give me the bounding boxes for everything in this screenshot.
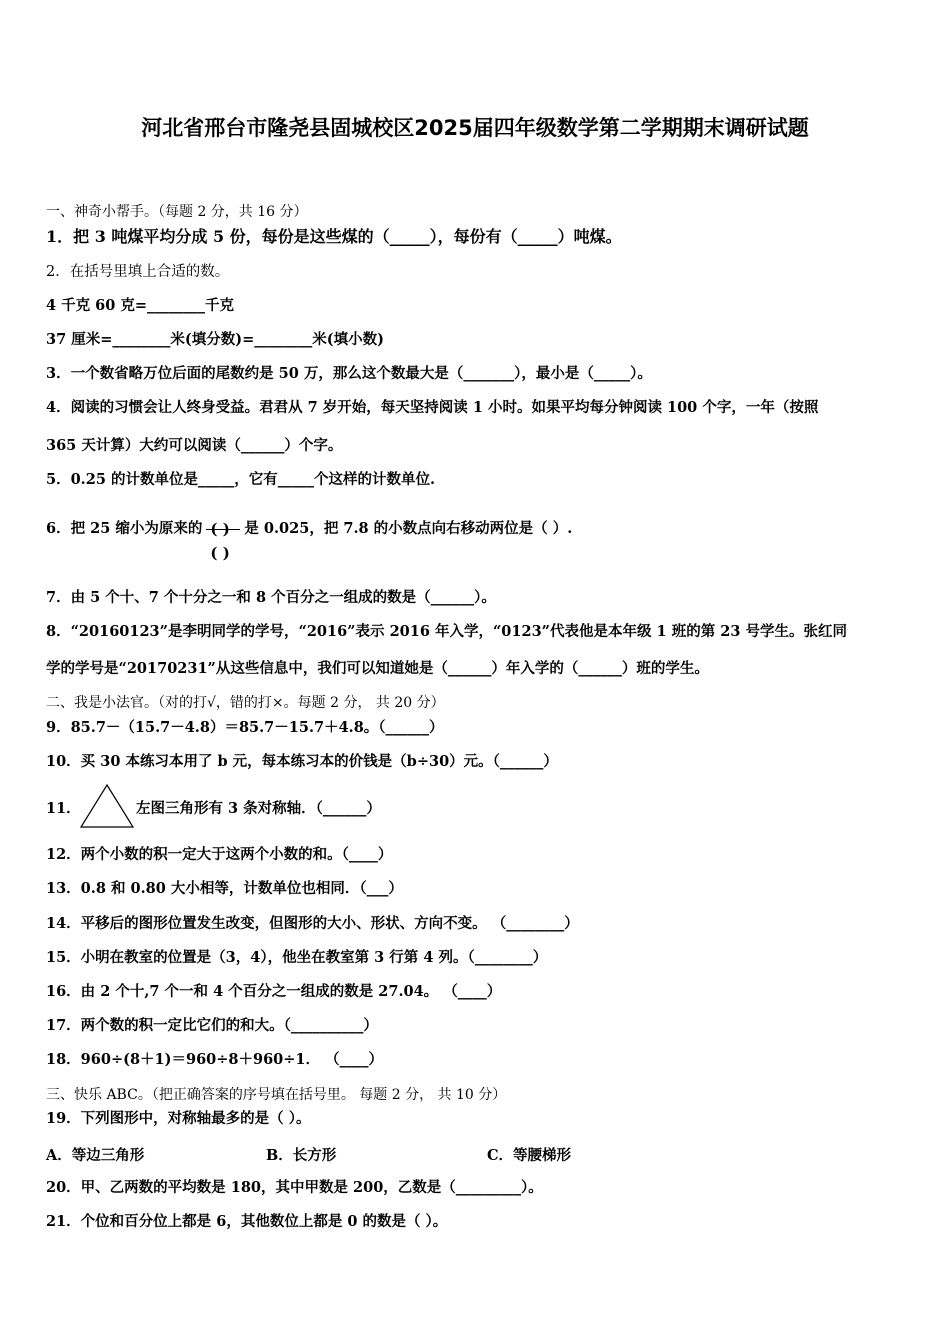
question-18: 18．960÷(8＋1)＝960÷8＋960÷1． （____）: [46, 1051, 384, 1068]
question-3: 3．一个数省略万位后面的尾数约是 50 万，那么这个数最大是（_______），最小是（_____）。: [46, 365, 652, 382]
section-2-heading: 二、我是小法官。（对的打√，错的打×。每题 2 分， 共 20 分）: [46, 695, 445, 711]
question-12: 12．两个小数的积一定大于这两个小数的和。（____）: [46, 846, 393, 863]
question-6-before: 6．把 25 缩小为原来的: [46, 520, 203, 537]
question-4-line-1: 4．阅读的习惯会让人终身受益。君君从 7 岁开始，每天坚持阅读 1 小时。如果平均每分钟阅读 100 个字，一年（按照: [46, 399, 819, 416]
question-13: 13．0.8 和 0.80 大小相等，计数单位也相同．（___）: [46, 880, 403, 897]
option-a: A．等边三角形: [46, 1147, 145, 1164]
question-8-line-2: 学的学号是“20170231”从这些信息中，我们可以知道她是（______）年入学的（______）班的学生。: [46, 660, 709, 677]
question-6-after: 是 0.025，把 7.8 的小数点向右移动两位是（ ）.: [244, 520, 573, 537]
question-17: 17．两个数的积一定比它们的和大。（__________）: [46, 1017, 378, 1034]
option-c: C．等腰梯形: [487, 1147, 572, 1164]
section-3-heading: 三、快乐 ABC。（把正确答案的序号填在括号里。 每题 2 分， 共 10 分）: [46, 1087, 507, 1103]
question-20: 20．甲、乙两数的平均数是 180，其中甲数是 200，乙数是（_________）。: [46, 1179, 543, 1196]
section-1-heading: 一、神奇小帮手。（每题 2 分，共 16 分）: [46, 204, 308, 220]
question-4-line-2: 365 天计算）大约可以阅读（______）个字。: [46, 437, 343, 454]
fraction-numerator: ( ): [210, 520, 230, 538]
fraction-denominator: ( ): [210, 544, 230, 562]
question-6: [46, 506, 573, 562]
question-2b: 37 厘米=________米(填分数)=________米(填小数): [46, 331, 384, 348]
question-2: 2．在括号里填上合适的数。: [46, 264, 230, 280]
triangle-figure: [78, 783, 136, 829]
question-11-number: 11．: [46, 800, 81, 817]
question-10: 10．买 30 本练习本用了 b 元，每本练习本的价钱是（b÷30）元。（______）: [46, 753, 558, 770]
question-16: 16．由 2 个十,7 个一和 4 个百分之一组成的数是 27.04。 （____）: [46, 983, 502, 1000]
question-21: 21．个位和百分位上都是 6，其他数位上都是 0 的数是（ ）。: [46, 1213, 448, 1230]
question-8-line-1: 8．“20160123”是李明同学的学号，“2016”表示 2016 年入学，“0123”代表他是本年级 1 班的第 23 号学生。张红同: [46, 623, 847, 640]
option-b: B．长方形: [266, 1147, 337, 1164]
triangle-shape: [81, 785, 133, 827]
page-title: 河北省邢台市隆尧县固城校区2025届四年级数学第二学期期末调研试题: [141, 116, 809, 140]
question-19: 19．下列图形中，对称轴最多的是（ ）。: [46, 1110, 311, 1127]
question-6-fraction: [206, 506, 240, 562]
question-11-text: 左图三角形有 3 条对称轴．（______）: [136, 800, 381, 817]
question-2a: 4 千克 60 克=________千克: [46, 297, 235, 314]
question-5: 5．0.25 的计数单位是_____，它有_____个这样的计数单位.: [46, 471, 435, 488]
question-7: 7．由 5 个十、7 个十分之一和 8 个百分之一组成的数是（______）。: [46, 589, 496, 606]
question-1: 1．把 3 吨煤平均分成 5 份，每份是这些煤的（_____），每份有（_____）吨煤。: [46, 227, 622, 246]
question-9: 9．85.7－（15.7－4.8）＝85.7－15.7＋4.8。（______）: [46, 719, 444, 736]
question-14: 14．平移后的图形位置发生改变，但图形的大小、形状、方向不变。 （________）: [46, 915, 579, 932]
question-15: 15．小明在教室的位置是（3，4），他坐在教室第 3 行第 4 列。（________）: [46, 949, 548, 966]
